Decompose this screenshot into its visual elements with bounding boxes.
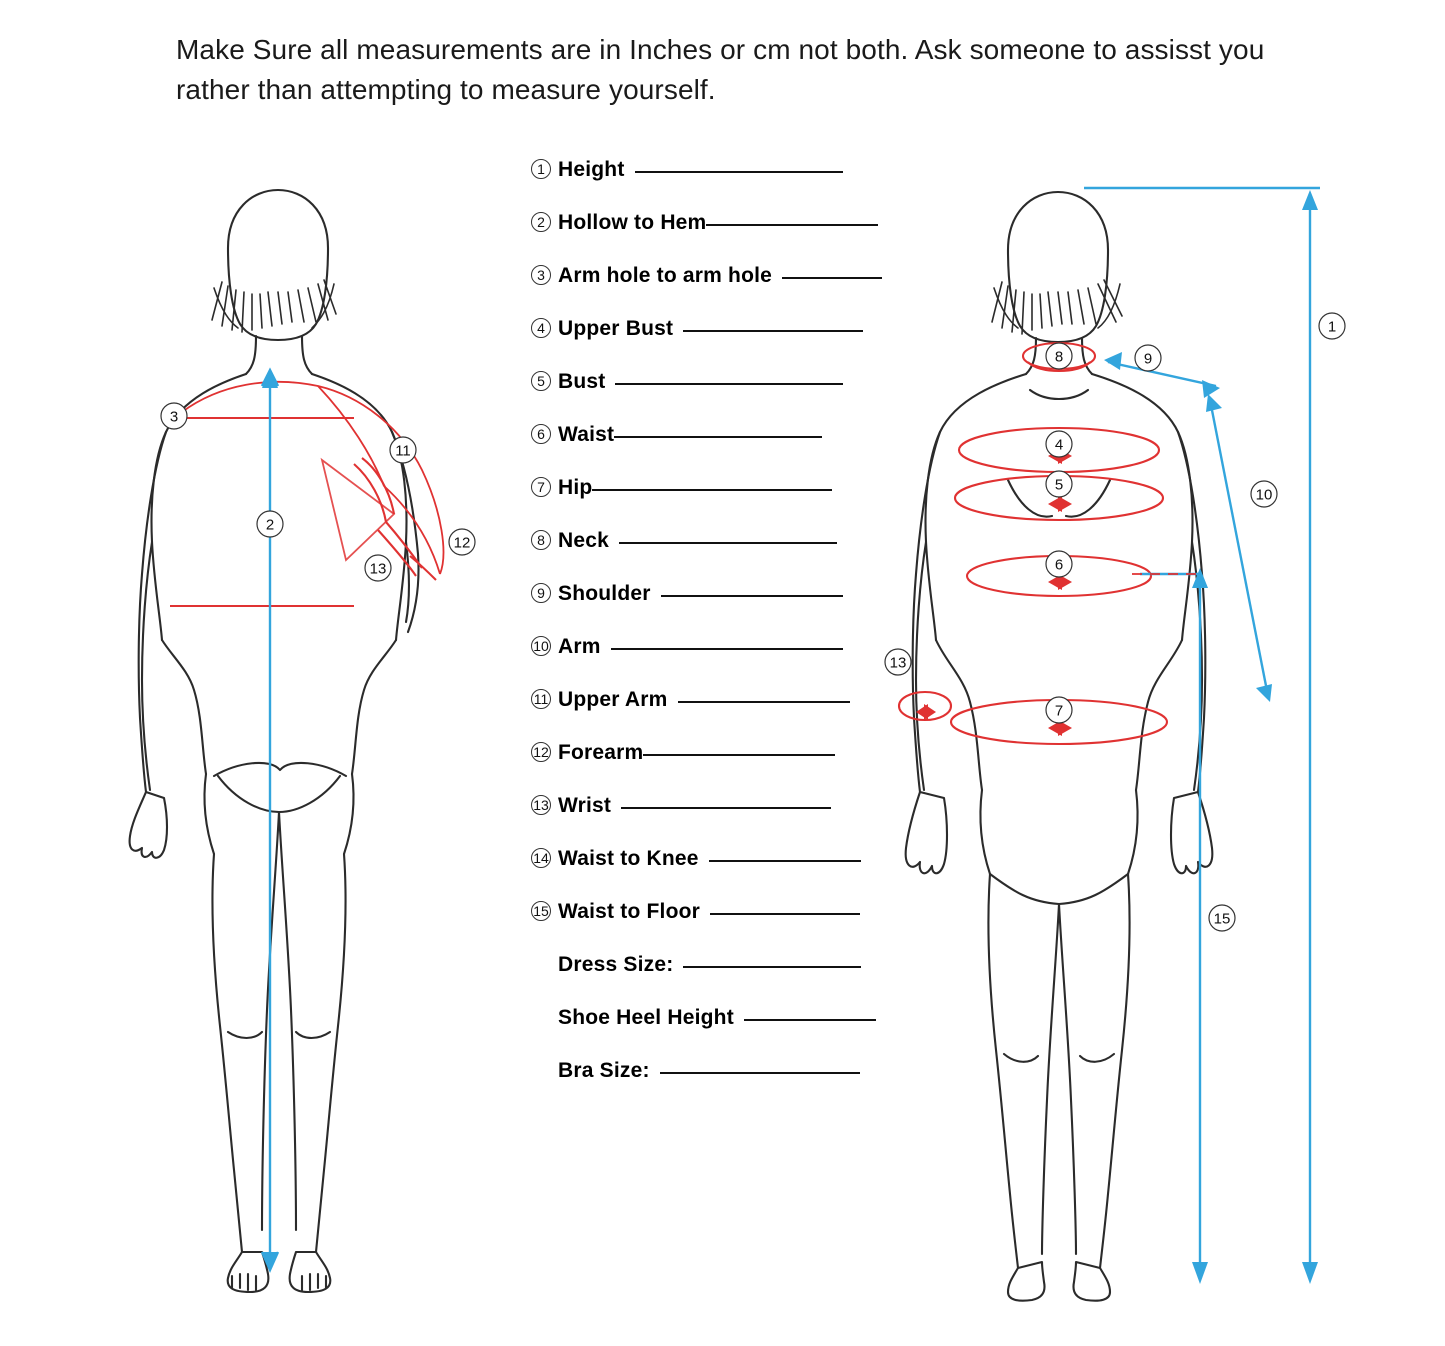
number-badge: 9 bbox=[531, 583, 551, 603]
label-text: Arm hole to arm hole bbox=[558, 264, 773, 287]
label-text: Shoulder bbox=[558, 582, 651, 605]
label-text: Bust bbox=[558, 370, 606, 393]
measurement-label bbox=[558, 688, 850, 712]
svg-text:10: 10 bbox=[1255, 486, 1273, 504]
measurement-number bbox=[524, 477, 558, 497]
measurement-blank-field[interactable] bbox=[611, 647, 843, 650]
label-text: Forearm bbox=[558, 741, 644, 764]
measurement-label bbox=[558, 211, 878, 235]
marker-12 bbox=[449, 529, 475, 555]
extra-field-label bbox=[558, 953, 861, 977]
extra-field-blank[interactable] bbox=[744, 1018, 876, 1021]
measurement-blank-field[interactable] bbox=[615, 382, 843, 385]
measurement-label bbox=[558, 847, 861, 871]
measurement-blank-field[interactable] bbox=[706, 223, 878, 226]
marker-1 bbox=[1319, 313, 1345, 339]
measurement-label bbox=[558, 635, 843, 659]
back-view-figure bbox=[110, 170, 510, 1300]
marker-3 bbox=[161, 403, 187, 429]
measurement-blank-field[interactable] bbox=[782, 276, 882, 279]
number-badge: 1 bbox=[531, 159, 551, 179]
measurement-label bbox=[558, 476, 832, 500]
measurement-label bbox=[558, 370, 843, 394]
measurement-blank-field[interactable] bbox=[619, 541, 837, 544]
number-badge: 15 bbox=[531, 901, 551, 921]
measurement-number bbox=[524, 636, 558, 656]
measurement-number bbox=[524, 583, 558, 603]
measurement-number bbox=[524, 212, 558, 232]
marker-8 bbox=[1046, 343, 1072, 369]
measurement-blank-field[interactable] bbox=[614, 435, 822, 438]
number-badge: 11 bbox=[531, 689, 551, 709]
marker-7 bbox=[1046, 697, 1072, 723]
number-badge: 10 bbox=[531, 636, 551, 656]
svg-text:9: 9 bbox=[1143, 350, 1153, 368]
svg-text:12: 12 bbox=[453, 534, 471, 552]
marker-4 bbox=[1046, 431, 1072, 457]
measurement-number bbox=[524, 901, 558, 921]
number-badge: 7 bbox=[531, 477, 551, 497]
measurement-blank-field[interactable] bbox=[592, 488, 832, 491]
measurement-blank-field[interactable] bbox=[709, 859, 861, 862]
number-badge: 8 bbox=[531, 530, 551, 550]
measurement-label bbox=[558, 158, 843, 182]
measurement-blank-field[interactable] bbox=[635, 170, 843, 173]
measurement-label bbox=[558, 317, 863, 341]
marker-11 bbox=[390, 437, 416, 463]
measurement-number bbox=[524, 742, 558, 762]
marker-2 bbox=[257, 511, 283, 537]
front-view-figure bbox=[880, 150, 1380, 1310]
number-badge: 3 bbox=[531, 265, 551, 285]
svg-text:4: 4 bbox=[1054, 436, 1064, 454]
svg-text:7: 7 bbox=[1054, 702, 1064, 720]
measurement-blank-field[interactable] bbox=[710, 912, 860, 915]
measurement-number bbox=[524, 530, 558, 550]
number-badge: 4 bbox=[531, 318, 551, 338]
page-title: Make Sure all measurements are in Inches or cm not both. Ask someone to assisst you rather than attempting to measure yourself. bbox=[176, 34, 1265, 105]
label-text: Waist to Knee bbox=[558, 847, 699, 870]
measurement-label bbox=[558, 741, 835, 765]
number-badge: 5 bbox=[531, 371, 551, 391]
label-text: Shoe Heel Height bbox=[558, 1006, 734, 1029]
label-text: Hollow to Hem bbox=[558, 211, 707, 234]
measurement-blank-field[interactable] bbox=[661, 594, 843, 597]
marker-13 bbox=[365, 555, 391, 581]
label-text: Waist bbox=[558, 423, 615, 446]
measurement-blank-field[interactable] bbox=[643, 753, 835, 756]
measurement-label bbox=[558, 582, 843, 606]
svg-text:11: 11 bbox=[395, 442, 411, 460]
svg-text:3: 3 bbox=[169, 408, 179, 426]
extra-field-blank[interactable] bbox=[683, 965, 861, 968]
extra-field-blank[interactable] bbox=[660, 1071, 860, 1074]
marker-15 bbox=[1209, 905, 1235, 931]
measurement-number bbox=[524, 795, 558, 815]
measurement-label bbox=[558, 794, 831, 818]
number-badge: 6 bbox=[531, 424, 551, 444]
measurement-blank-field[interactable] bbox=[621, 806, 831, 809]
label-text: Neck bbox=[558, 529, 610, 552]
measurement-label bbox=[558, 900, 860, 924]
measurement-label bbox=[558, 423, 822, 447]
label-text: Height bbox=[558, 158, 625, 181]
measurement-number bbox=[524, 265, 558, 285]
label-text: Upper Arm bbox=[558, 688, 668, 711]
measurement-number bbox=[524, 159, 558, 179]
number-badge: 2 bbox=[531, 212, 551, 232]
label-text: Upper Bust bbox=[558, 317, 674, 340]
measurement-number bbox=[524, 424, 558, 444]
label-text: Dress Size: bbox=[558, 953, 674, 976]
svg-text:1: 1 bbox=[1327, 318, 1337, 336]
measurement-blank-field[interactable] bbox=[678, 700, 850, 703]
measurement-label bbox=[558, 264, 882, 288]
marker-5 bbox=[1046, 471, 1072, 497]
svg-text:15: 15 bbox=[1213, 910, 1231, 928]
svg-text:13: 13 bbox=[369, 560, 387, 578]
svg-text:5: 5 bbox=[1054, 476, 1064, 494]
number-badge: 14 bbox=[531, 848, 551, 868]
label-text: Arm bbox=[558, 635, 601, 658]
number-badge: 13 bbox=[531, 795, 551, 815]
marker-13-front bbox=[885, 649, 911, 675]
extra-field-label bbox=[558, 1006, 876, 1030]
marker-10 bbox=[1251, 481, 1277, 507]
measurement-number bbox=[524, 371, 558, 391]
measurement-blank-field[interactable] bbox=[683, 329, 863, 332]
marker-6 bbox=[1046, 551, 1072, 577]
number-badge: 12 bbox=[531, 742, 551, 762]
label-text: Hip bbox=[558, 476, 593, 499]
measurement-label bbox=[558, 529, 837, 553]
svg-text:8: 8 bbox=[1054, 348, 1064, 366]
measurement-number bbox=[524, 318, 558, 338]
extra-field-label bbox=[558, 1059, 860, 1083]
measurement-number bbox=[524, 848, 558, 868]
marker-9 bbox=[1135, 345, 1161, 371]
svg-text:6: 6 bbox=[1054, 556, 1064, 574]
label-text: Wrist bbox=[558, 794, 612, 817]
label-text: Waist to Floor bbox=[558, 900, 701, 923]
svg-text:2: 2 bbox=[265, 516, 275, 534]
measurement-number bbox=[524, 689, 558, 709]
label-text: Bra Size: bbox=[558, 1059, 650, 1082]
svg-text:13: 13 bbox=[889, 654, 907, 672]
